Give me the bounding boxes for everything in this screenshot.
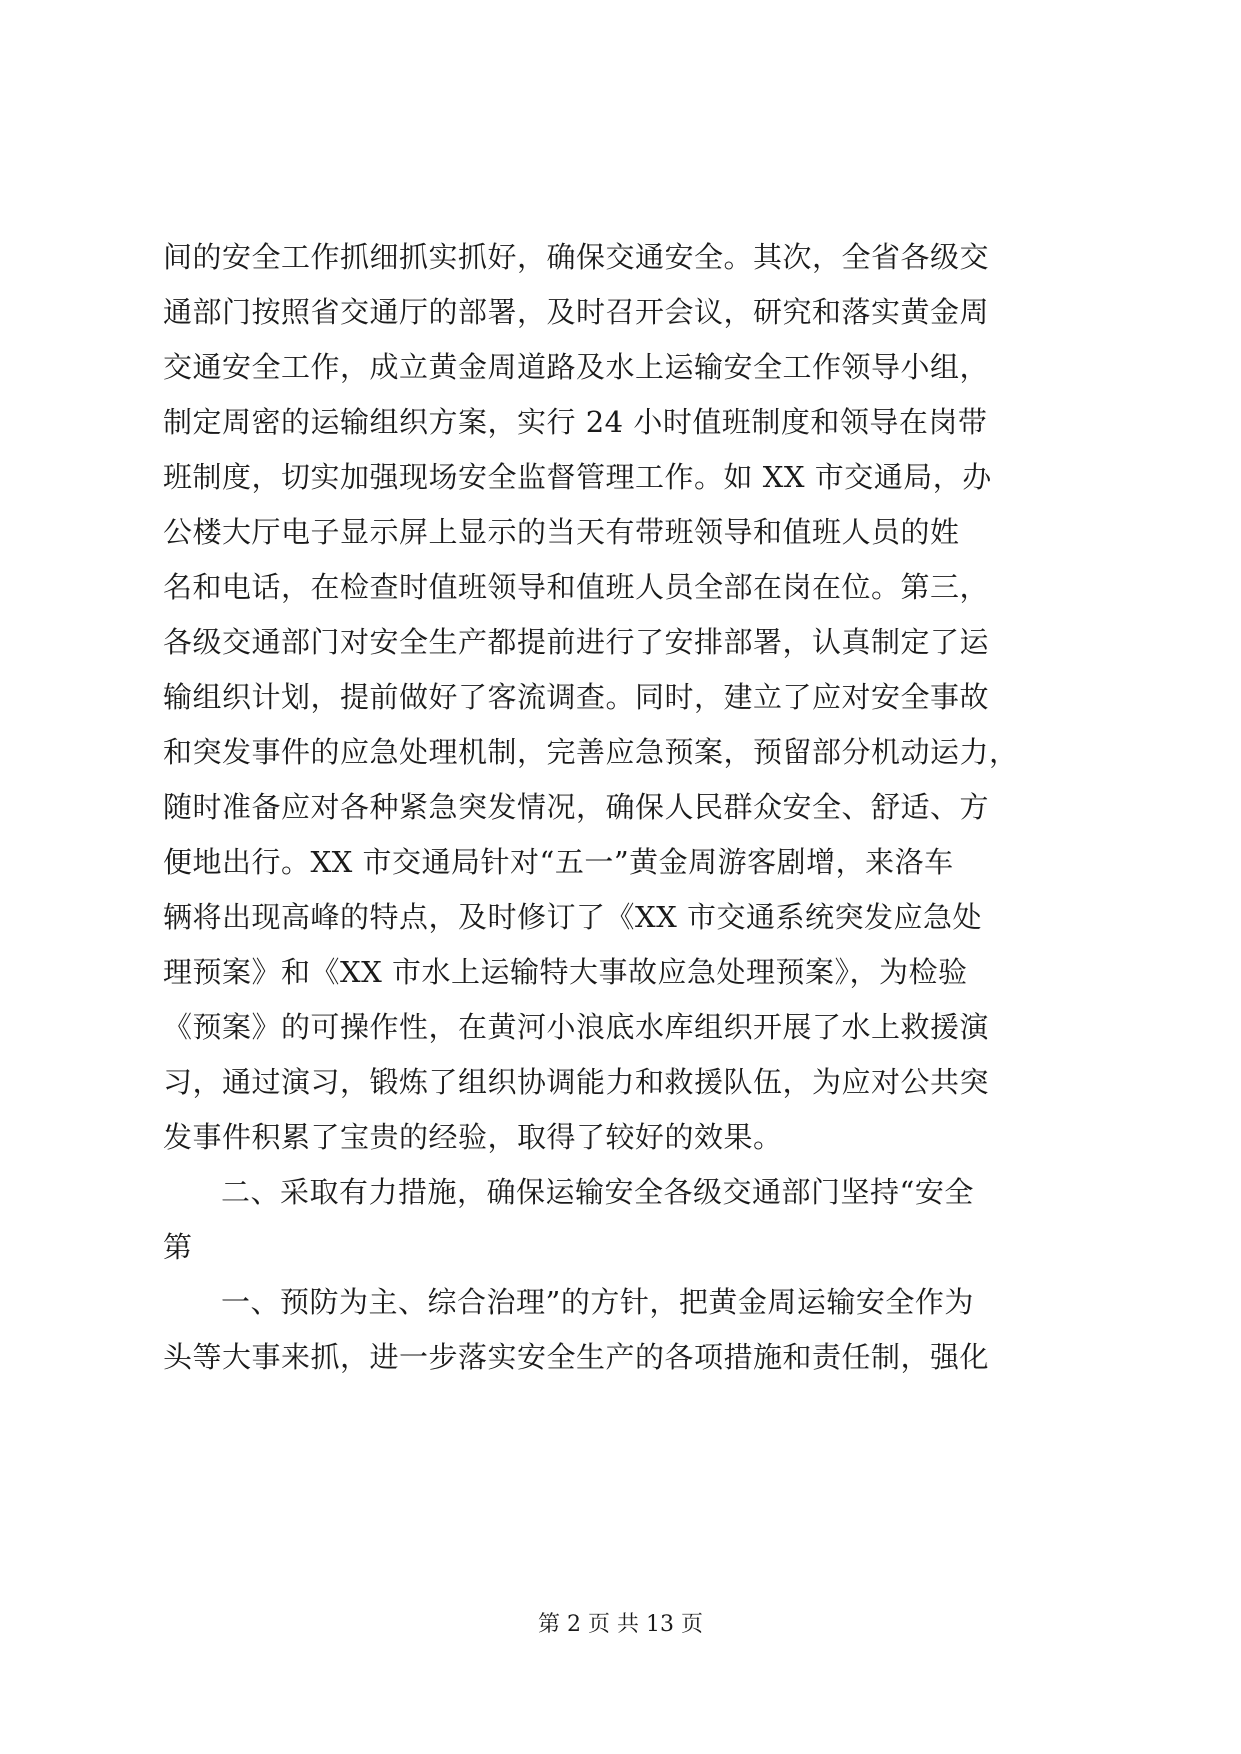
- text-line: 头等大事来抓，进一步落实安全生产的各项措施和责任制，强化: [163, 1340, 990, 1374]
- text-line: 通部门按照省交通厅的部署，及时召开会议，研究和落实黄金周: [163, 295, 990, 329]
- text-line: 《预案》的可操作性，在黄河小浪底水库组织开展了水上救援演: [163, 1010, 990, 1044]
- text-line: 名和电话，在检查时值班领导和值班人员全部在岗在位。第三，: [163, 570, 990, 604]
- text-line: 公楼大厅电子显示屏上显示的当天有带班领导和值班人员的姓: [163, 515, 960, 549]
- page-footer: 第 2 页 共 13 页: [538, 1612, 703, 1637]
- text-line: 第: [163, 1230, 193, 1264]
- text-line: 输组织计划，提前做好了客流调查。同时，建立了应对安全事故: [163, 680, 990, 714]
- text-line: 间的安全工作抓细抓实抓好，确保交通安全。其次，全省各级交: [163, 240, 990, 274]
- text-line: 便地出行。XX 市交通局针对“五一”黄金周游客剧增，来洛车: [163, 845, 954, 879]
- text-line: 辆将出现高峰的特点，及时修订了《XX 市交通系统突发应急处: [163, 900, 983, 934]
- text-line: 随时准备应对各种紧急突发情况，确保人民群众安全、舒适、方: [163, 790, 990, 824]
- section-heading-line: 二、采取有力措施，确保运输安全各级交通部门坚持“安全: [221, 1175, 974, 1209]
- text-line: 理预案》和《XX 市水上运输特大事故应急处理预案》，为检验: [163, 955, 968, 989]
- text-line: 习，通过演习，锻炼了组织协调能力和救援队伍，为应对公共突: [163, 1065, 990, 1099]
- section-heading-line: 一、预防为主、综合治理”的方针，把黄金周运输安全作为: [221, 1285, 974, 1319]
- text-line: 发事件积累了宝贵的经验，取得了较好的效果。: [163, 1120, 783, 1154]
- text-line: 各级交通部门对安全生产都提前进行了安排部署，认真制定了运: [163, 625, 990, 659]
- text-line: 和突发事件的应急处理机制，完善应急预案，预留部分机动运力，: [163, 735, 1019, 769]
- body-text: [163, 230, 1083, 1385]
- text-line: 制定周密的运输组织方案，实行 24 小时值班制度和领导在岗带: [163, 405, 988, 439]
- text-line: 班制度，切实加强现场安全监督管理工作。如 XX 市交通局，办: [163, 460, 992, 494]
- text-line: 交通安全工作，成立黄金周道路及水上运输安全工作领导小组，: [163, 350, 990, 384]
